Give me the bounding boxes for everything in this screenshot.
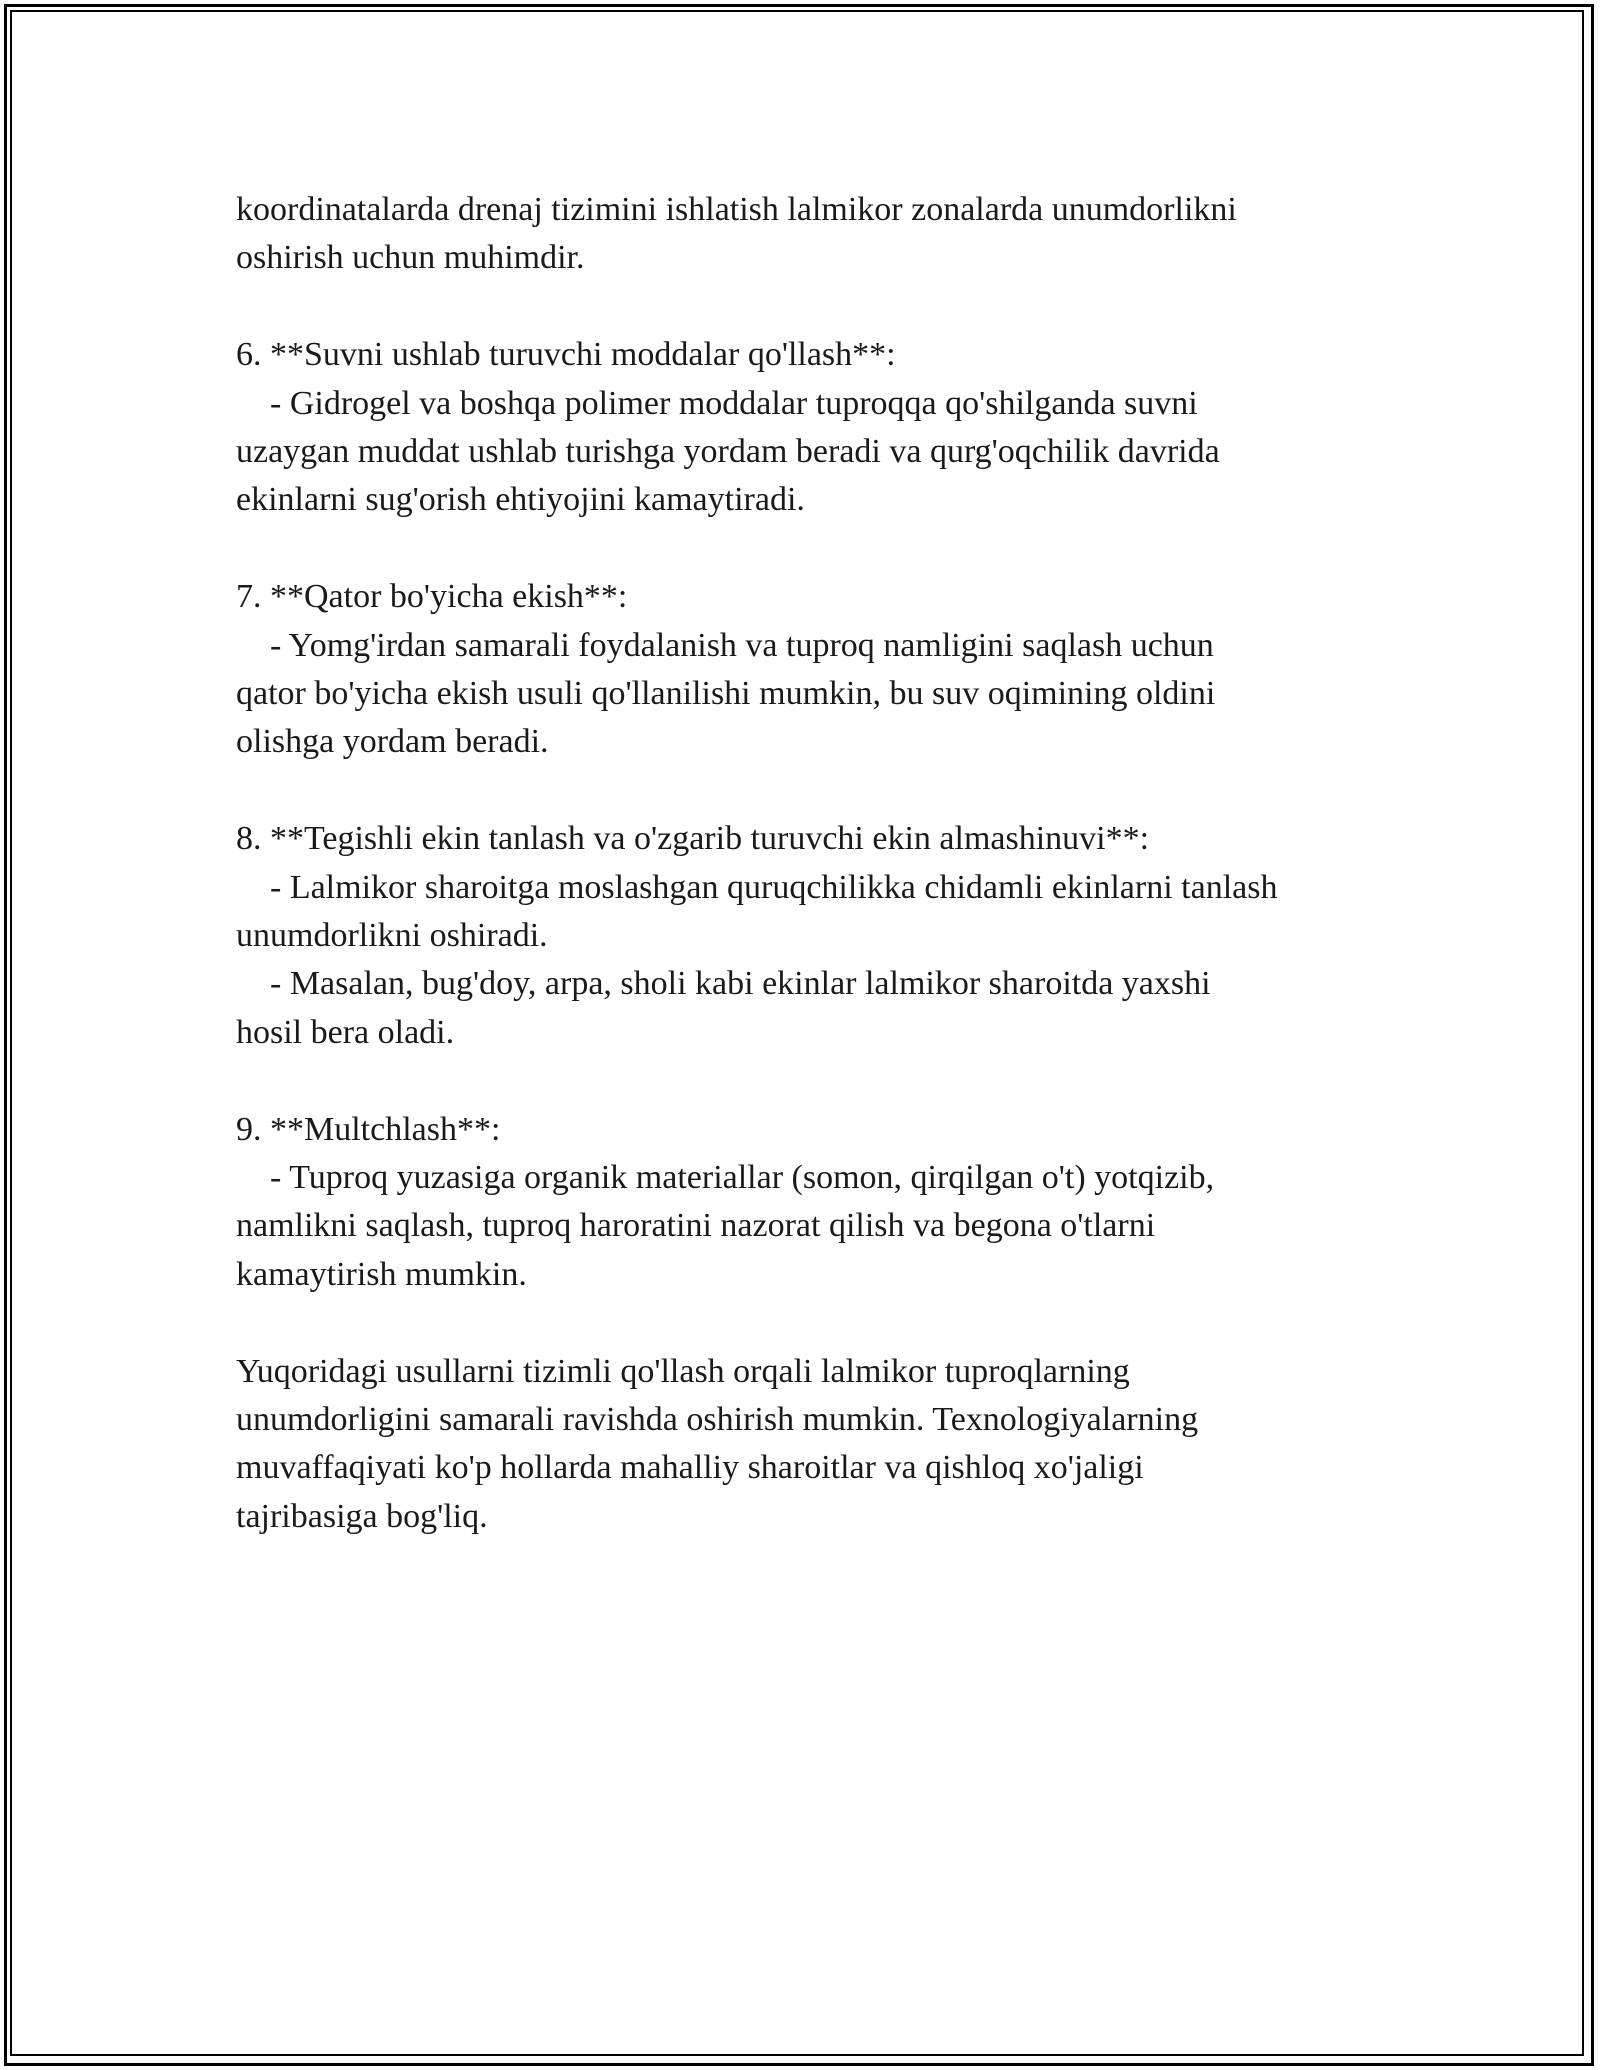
text-line: kamaytirish mumkin. bbox=[236, 1255, 527, 1293]
text-line: uzaygan muddat ushlab turishga yordam beradi va qurg'oqchilik davrida bbox=[236, 433, 1220, 471]
text-line: - Gidrogel va boshqa polimer moddalar tuproqqa qo'shilganda suvni bbox=[236, 384, 1198, 422]
conclusion-line: Yuqoridagi usullarni tizimli qo'llash orqali lalmikor tuproqlarning bbox=[236, 1352, 1130, 1390]
text-line: qator bo'yicha ekish usuli qo'llanilishi mumkin, bu suv oqimining oldini bbox=[236, 675, 1216, 713]
conclusion-line: tajribasiga bog'liq. bbox=[236, 1497, 488, 1535]
blank-line bbox=[236, 1299, 1416, 1347]
text-line: koordinatalarda drenaj tizimini ishlatish lalmikor zonalarda unumdorlikni bbox=[236, 191, 1237, 228]
text-line: - Masalan, bug'doy, arpa, sholi kabi ekinlar lalmikor sharoitda yaxshi bbox=[236, 965, 1211, 1003]
text-line: oshirish uchun muhimdir. bbox=[236, 239, 585, 277]
blank-line bbox=[236, 767, 1416, 815]
document-body bbox=[236, 186, 1416, 1541]
text-line: - Yomg'irdan samarali foydalanish va tuproq namligini saqlash uchun bbox=[236, 626, 1214, 664]
blank-line bbox=[236, 283, 1416, 331]
text-line: - Tuproq yuzasiga organik materiallar (somon, qirqilgan o't) yotqizib, bbox=[236, 1159, 1215, 1197]
text-line: ekinlarni sug'orish ehtiyojini kamaytiradi. bbox=[236, 481, 805, 519]
section-heading-7: 7. **Qator bo'yicha ekish**: bbox=[236, 578, 628, 616]
text-line: unumdorlikni oshiradi. bbox=[236, 917, 548, 955]
section-heading-8: 8. **Tegishli ekin tanlash va o'zgarib turuvchi ekin almashinuvi**: bbox=[236, 820, 1150, 858]
text-line: - Lalmikor sharoitga moslashgan quruqchilikka chidamli ekinlarni tanlash bbox=[236, 868, 1278, 906]
blank-line bbox=[236, 1057, 1416, 1105]
text-line: hosil bera oladi. bbox=[236, 1013, 455, 1051]
blank-line bbox=[236, 525, 1416, 573]
text-line: namlikni saqlash, tuproq haroratini nazorat qilish va begona o'tlarni bbox=[236, 1207, 1156, 1245]
text-line: olishga yordam beradi. bbox=[236, 723, 549, 761]
conclusion-line: unumdorligini samarali ravishda oshirish mumkin. Texnologiyalarning bbox=[236, 1401, 1199, 1439]
section-heading-9: 9. **Multchlash**: bbox=[236, 1110, 501, 1148]
conclusion-line: muvaffaqiyati ko'p hollarda mahalliy sharoitlar va qishloq xo'jaligi bbox=[236, 1449, 1144, 1487]
section-heading-6: 6. **Suvni ushlab turuvchi moddalar qo'llash**: bbox=[236, 336, 896, 374]
